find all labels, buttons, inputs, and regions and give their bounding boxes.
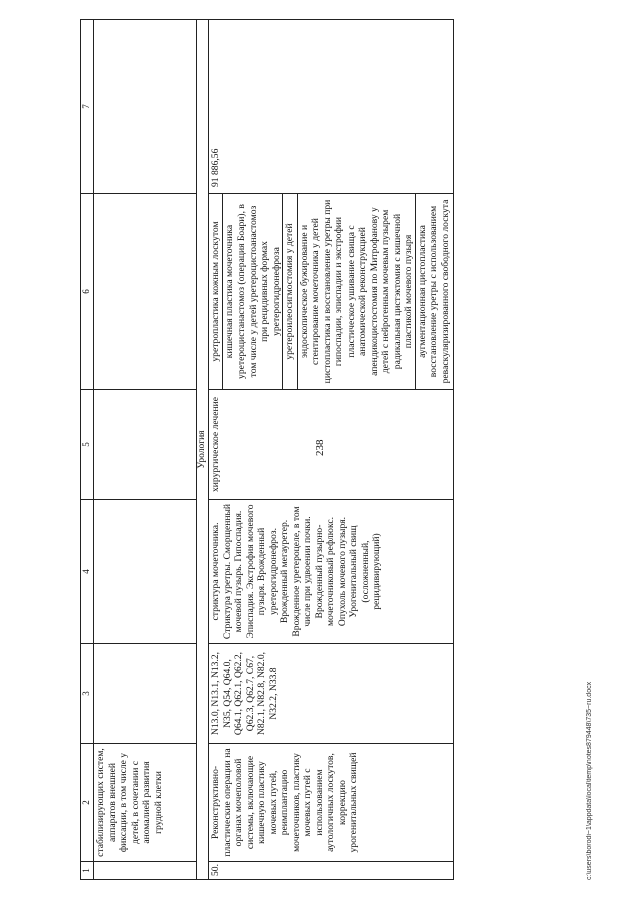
method-item: уретероцистанастомоз (операция Боари), в том числе у детей уретероцистоанастомоз при рецидивных формах уретерогидронефроза	[236, 204, 282, 379]
col-num-6: 6	[81, 194, 94, 390]
col-num-1: 1	[81, 862, 94, 880]
method-item: аугментационная цистопластика восстановление уретры с использованием реваскуляризированного свободного лоскута	[415, 194, 453, 389]
col-num-5: 5	[81, 390, 94, 500]
icd-codes: N13.0, N13.1, N13.2, N35, Q54, Q64.0, Q64.1, Q62.1, Q62.2, Q62.3, Q62.7, C67, N82.1, N82.8, N82.0, N32.2, N33.8	[209, 644, 454, 744]
table-row	[209, 20, 454, 880]
section-row	[197, 20, 209, 880]
col-num-3: 3	[81, 644, 94, 744]
continuation-text: стабилизирующих систем, аппаратов внешней фиксации, в том числе у детей, в сочетании с аномалией развития грудной клетки	[94, 744, 197, 862]
row-number: 50.	[209, 862, 454, 880]
method-item: кишечная пластика мочеточника	[222, 194, 237, 389]
footer-file-path: c:\users\borodi~1\appdata\local\temp\notes879448\735~ru.docx	[586, 681, 593, 880]
method-item: уретропластика кожным лоскутом	[210, 221, 222, 362]
cost-value: 91 886,56	[209, 20, 454, 194]
method-item: уретероилеосигмостомия у детей	[282, 194, 297, 389]
treatment-type: хирургическое лечение	[209, 390, 454, 500]
operation-name: Реконструктивно-пластические операции на органах мочеполовой системы, включающие кишечную пластику мочевых путей, реимплантацию мочеточников, пластику мочевых путей с использованием аутологичных лоскутов, коррекцию урогенитальных свищей	[209, 744, 454, 862]
diagnosis: стриктура мочеточника. Стриктура уретры. Сморщенный мочевой пузырь. Гипоспадия. Эписпадия. Экстрофия мочевого пузыря. Врожденный уретерогидронефроз. Врожденный мегауретер. Врожденное уретероцеле, в том числе при удвоении почки. Врожденный пузырно-мочеточниковый рефлюкс. Опухоль мочевого пузыря. Урогенитальный свищ (осложненный, рецидивирующий)	[209, 500, 454, 644]
section-title: Урология	[197, 20, 209, 880]
page-number: 238	[314, 439, 326, 457]
services-table	[80, 19, 454, 880]
continuation-row	[94, 20, 197, 880]
method-item: пластическое ушивание свища с анатомической реконструкцией	[345, 225, 369, 358]
method-item: эндоскопическое бужирование и стентирование мочеточника у детей цистопластика и восстановление уретры при гипоспадии, эписпадии и экстрофии	[297, 194, 346, 389]
column-number-row	[81, 20, 94, 880]
method-item: радикальная цистэктомия с кишечной пластикой мочевого пузыря	[391, 213, 415, 370]
col-num-2: 2	[81, 744, 94, 862]
method-item: апендикоцистостомия по Митрофанову у детей с нейрогенным мочевым пузырем	[368, 207, 392, 376]
rotated-table-sheet	[80, 20, 580, 880]
col-num-4: 4	[81, 500, 94, 644]
methods-cell	[209, 194, 454, 390]
col-num-7: 7	[81, 20, 94, 194]
